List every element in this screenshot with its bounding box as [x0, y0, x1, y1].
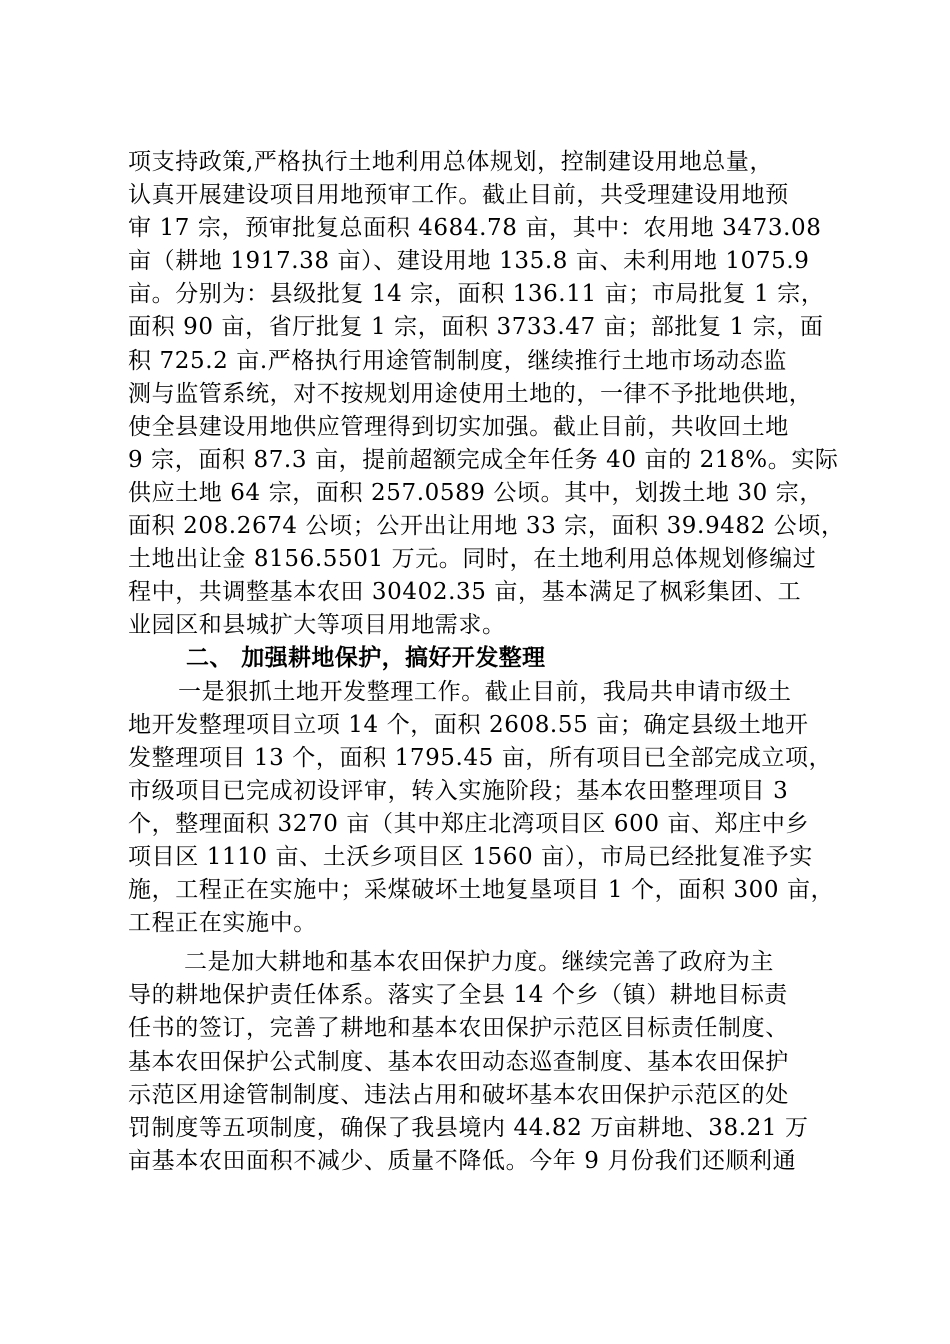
- text-line: 土地出让金 8156.5501 万元。同时，在土地利用总体规划修编过: [128, 546, 817, 573]
- text-line: 个，整理面积 3270 亩（其中郑庄北湾项目区 600 亩、郑庄中乡: [128, 810, 810, 837]
- text-line: 市级项目已完成初设评审，转入实施阶段；基本农田整理项目 3: [128, 777, 789, 804]
- text-line: 发整理项目 13 个，面积 1795.45 亩，所有项目已全部完成立项，: [128, 744, 833, 771]
- text-line: 项支持政策,严格执行土地利用总体规划，控制建设用地总量，: [128, 149, 774, 175]
- text-line: 施，工程正在实施中；采煤破坏土地复垦项目 1 个，面积 300 亩，: [128, 877, 835, 904]
- text-line: 亩基本农田面积不减少、质量不降低。今年 9 月份我们还顺利通: [128, 1147, 797, 1174]
- paragraph-first-line: 一是狠抓土地开发整理工作。截止目前，我局共申请市级土: [178, 678, 792, 705]
- text-line: 9 宗，面积 87.3 亩，提前超额完成全年任务 40 亩的 218%。实际: [128, 446, 839, 473]
- paragraph-first-line: 二是加大耕地和基本农田保护力度。继续完善了政府为主: [184, 949, 774, 976]
- text-line: 供应土地 64 宗，面积 257.0589 公顷。其中，划拨土地 30 宗，: [128, 479, 823, 506]
- text-line: 面积 90 亩，省厅批复 1 宗，面积 3733.47 亩；部批复 1 宗，面: [128, 314, 824, 341]
- text-line: 工程正在实施中。: [128, 910, 317, 937]
- body-text: [128, 146, 858, 1178]
- text-line: 亩。分别为：县级批复 14 宗，面积 136.11 亩；市局批复 1 宗，: [128, 281, 825, 308]
- text-line: 积 725.2 亩.严格执行用途管制制度，继续推行土地市场动态监: [128, 347, 787, 374]
- text-line: 导的耕地保护责任体系。落实了全县 14 个乡（镇）耕地目标责: [128, 982, 788, 1009]
- text-line: 项目区 1110 亩、土沃乡项目区 1560 亩），市局已经批复准予实: [128, 843, 813, 870]
- text-line: 程中，共调整基本农田 30402.35 亩，基本满足了枫彩集团、工: [128, 579, 802, 606]
- text-line: 亩（耕地 1917.38 亩）、建设用地 135.8 亩、未利用地 1075.9: [128, 248, 810, 275]
- text-line: 审 17 宗，预审批复总面积 4684.78 亩，其中：农用地 3473.08: [128, 215, 822, 242]
- text-line: 认真开展建设项目用地预审工作。截止目前，共受理建设用地预: [128, 182, 789, 209]
- text-line: 地开发整理项目立项 14 个，面积 2608.55 亩；确定县级土地开: [128, 711, 809, 738]
- text-line: 基本农田保护公式制度、基本农田动态巡查制度、基本农田保护: [128, 1048, 789, 1075]
- text-line: 罚制度等五项制度，确保了我县境内 44.82 万亩耕地、38.21 万: [128, 1114, 809, 1141]
- text-line: 业园区和县城扩大等项目用地需求。: [128, 612, 506, 639]
- text-line: 任书的签订，完善了耕地和基本农田保护示范区目标责任制度、: [128, 1015, 789, 1042]
- text-line: 测与监管系统，对不按规划用途使用土地的，一律不予批地供地，: [128, 380, 813, 407]
- text-line: 面积 208.2674 公顷；公开出让用地 33 宗，面积 39.9482 公顷，: [128, 513, 845, 540]
- section-heading: 二、 加强耕地保护，搞好开发整理: [186, 645, 546, 672]
- text-line: 使全县建设用地供应管理得到切实加强。截止目前，共收回土地: [128, 413, 789, 440]
- text-line: 示范区用途管制制度、违法占用和破坏基本农田保护示范区的处: [128, 1081, 789, 1108]
